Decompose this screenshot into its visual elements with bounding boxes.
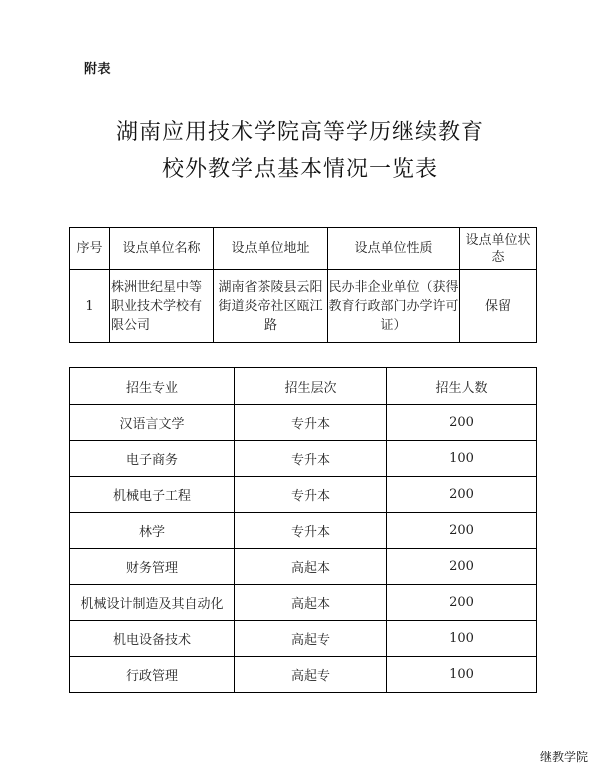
count-cell: 200 — [387, 513, 537, 549]
major-cell: 财务管理 — [70, 549, 235, 585]
level-cell: 高起本 — [235, 549, 387, 585]
column-header-unit-name: 设点单位名称 — [110, 228, 214, 270]
teaching-site-table — [69, 227, 537, 343]
major-cell: 机械电子工程 — [70, 477, 235, 513]
level-cell: 高起专 — [235, 621, 387, 657]
table-row — [70, 270, 537, 343]
major-cell: 林学 — [70, 513, 235, 549]
table-row — [70, 441, 537, 477]
column-header-count: 招生人数 — [387, 368, 537, 405]
level-cell: 高起本 — [235, 585, 387, 621]
count-cell: 200 — [387, 405, 537, 441]
unit-name-cell: 株洲世纪星中等职业技术学校有限公司 — [110, 270, 214, 343]
count-cell: 100 — [387, 621, 537, 657]
table-row — [70, 549, 537, 585]
count-cell: 200 — [387, 477, 537, 513]
table-header-row — [70, 228, 537, 270]
table-header-row — [70, 368, 537, 405]
level-cell: 专升本 — [235, 405, 387, 441]
column-header-unit-status: 设点单位状态 — [460, 228, 537, 270]
serial-cell: 1 — [70, 270, 110, 343]
document-title-line-1: 湖南应用技术学院高等学历继续教育 — [115, 120, 484, 145]
major-cell: 汉语言文学 — [70, 405, 235, 441]
count-cell: 200 — [387, 585, 537, 621]
unit-nature-cell: 民办非企业单位（获得教育行政部门办学许可证） — [328, 270, 460, 343]
table-row — [70, 477, 537, 513]
major-cell: 机械设计制造及其自动化 — [70, 585, 235, 621]
level-cell: 专升本 — [235, 513, 387, 549]
column-header-level: 招生层次 — [235, 368, 387, 405]
major-cell: 行政管理 — [70, 657, 235, 693]
unit-address-cell: 湖南省茶陵县云阳街道炎帝社区瓯江路 — [214, 270, 328, 343]
level-cell: 高起专 — [235, 657, 387, 693]
column-header-unit-nature: 设点单位性质 — [328, 228, 460, 270]
column-header-serial: 序号 — [70, 228, 110, 270]
table-row — [70, 657, 537, 693]
major-cell: 电子商务 — [70, 441, 235, 477]
unit-status-cell: 保留 — [460, 270, 537, 343]
major-cell: 机电设备技术 — [70, 621, 235, 657]
count-cell: 100 — [387, 657, 537, 693]
enrollment-majors-table — [69, 367, 537, 693]
table-row — [70, 513, 537, 549]
attachment-label: 附表 — [84, 62, 112, 77]
table-row — [70, 405, 537, 441]
table-row — [70, 621, 537, 657]
column-header-unit-address: 设点单位地址 — [214, 228, 328, 270]
count-cell: 100 — [387, 441, 537, 477]
level-cell: 专升本 — [235, 477, 387, 513]
level-cell: 专升本 — [235, 441, 387, 477]
count-cell: 200 — [387, 549, 537, 585]
table-row — [70, 585, 537, 621]
column-header-major: 招生专业 — [70, 368, 235, 405]
document-title-line-2: 校外教学点基本情况一览表 — [161, 157, 438, 182]
watermark-label: 继教学院 — [539, 750, 588, 764]
